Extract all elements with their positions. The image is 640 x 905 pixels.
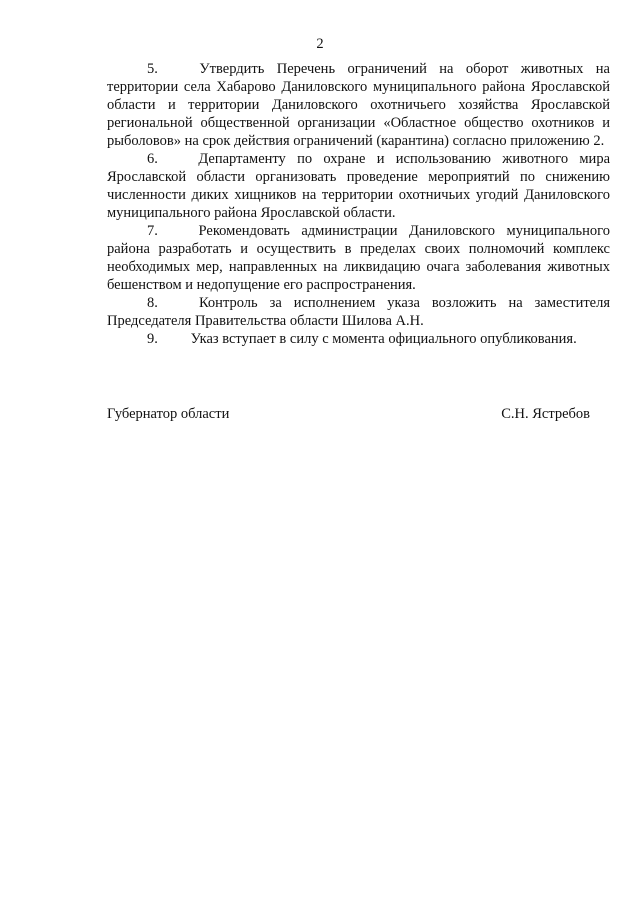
paragraph-8 xyxy=(107,294,610,330)
signatory-title: Губернатор области xyxy=(107,406,230,422)
paragraph-text: Контроль за исполнением указа возложить на заместителя Председателя Правительства области Шилова А.Н. xyxy=(107,295,611,329)
paragraph-text: Рекомендовать администрации Даниловского муниципального района разработать и осуществить в пределах своих полномочий комплекс необходимых мер, направленных на ликвидацию очага заболевания животных бешенством и недопущение его распространения. xyxy=(107,223,610,293)
paragraph-6 xyxy=(107,150,610,222)
signatory-name: С.Н. Ястребов xyxy=(501,406,590,422)
document-body xyxy=(107,60,610,348)
paragraph-number: 6. xyxy=(147,151,158,167)
signature-block xyxy=(107,405,590,423)
paragraph-text: Департаменту по охране и использованию животного мира Ярославской области организовать проведение мероприятий по снижению численности диких хищников на территории охотничьих угодий Даниловского муниципального района Ярославской области. xyxy=(107,151,610,221)
paragraph-9 xyxy=(107,330,610,348)
paragraph-number: 5. xyxy=(147,61,158,77)
paragraph-number: 8. xyxy=(147,295,158,311)
paragraph-number: 9. xyxy=(147,331,158,347)
paragraph-text: Указ вступает в силу с момента официального опубликования. xyxy=(190,331,577,347)
page-number: 2 xyxy=(316,36,324,52)
paragraph-number: 7. xyxy=(147,223,158,239)
paragraph-5 xyxy=(107,60,610,150)
paragraph-7 xyxy=(107,222,610,294)
paragraph-text: Утвердить Перечень ограничений на оборот животных на территории села Хабарово Даниловского муниципального района Ярославской области и территории Даниловского охотничьего хозяйства Ярославской региональной общественной организации «Областное общество охотников и рыболовов» на срок действия ограничений (карантина) согласно приложению 2. xyxy=(107,61,610,149)
